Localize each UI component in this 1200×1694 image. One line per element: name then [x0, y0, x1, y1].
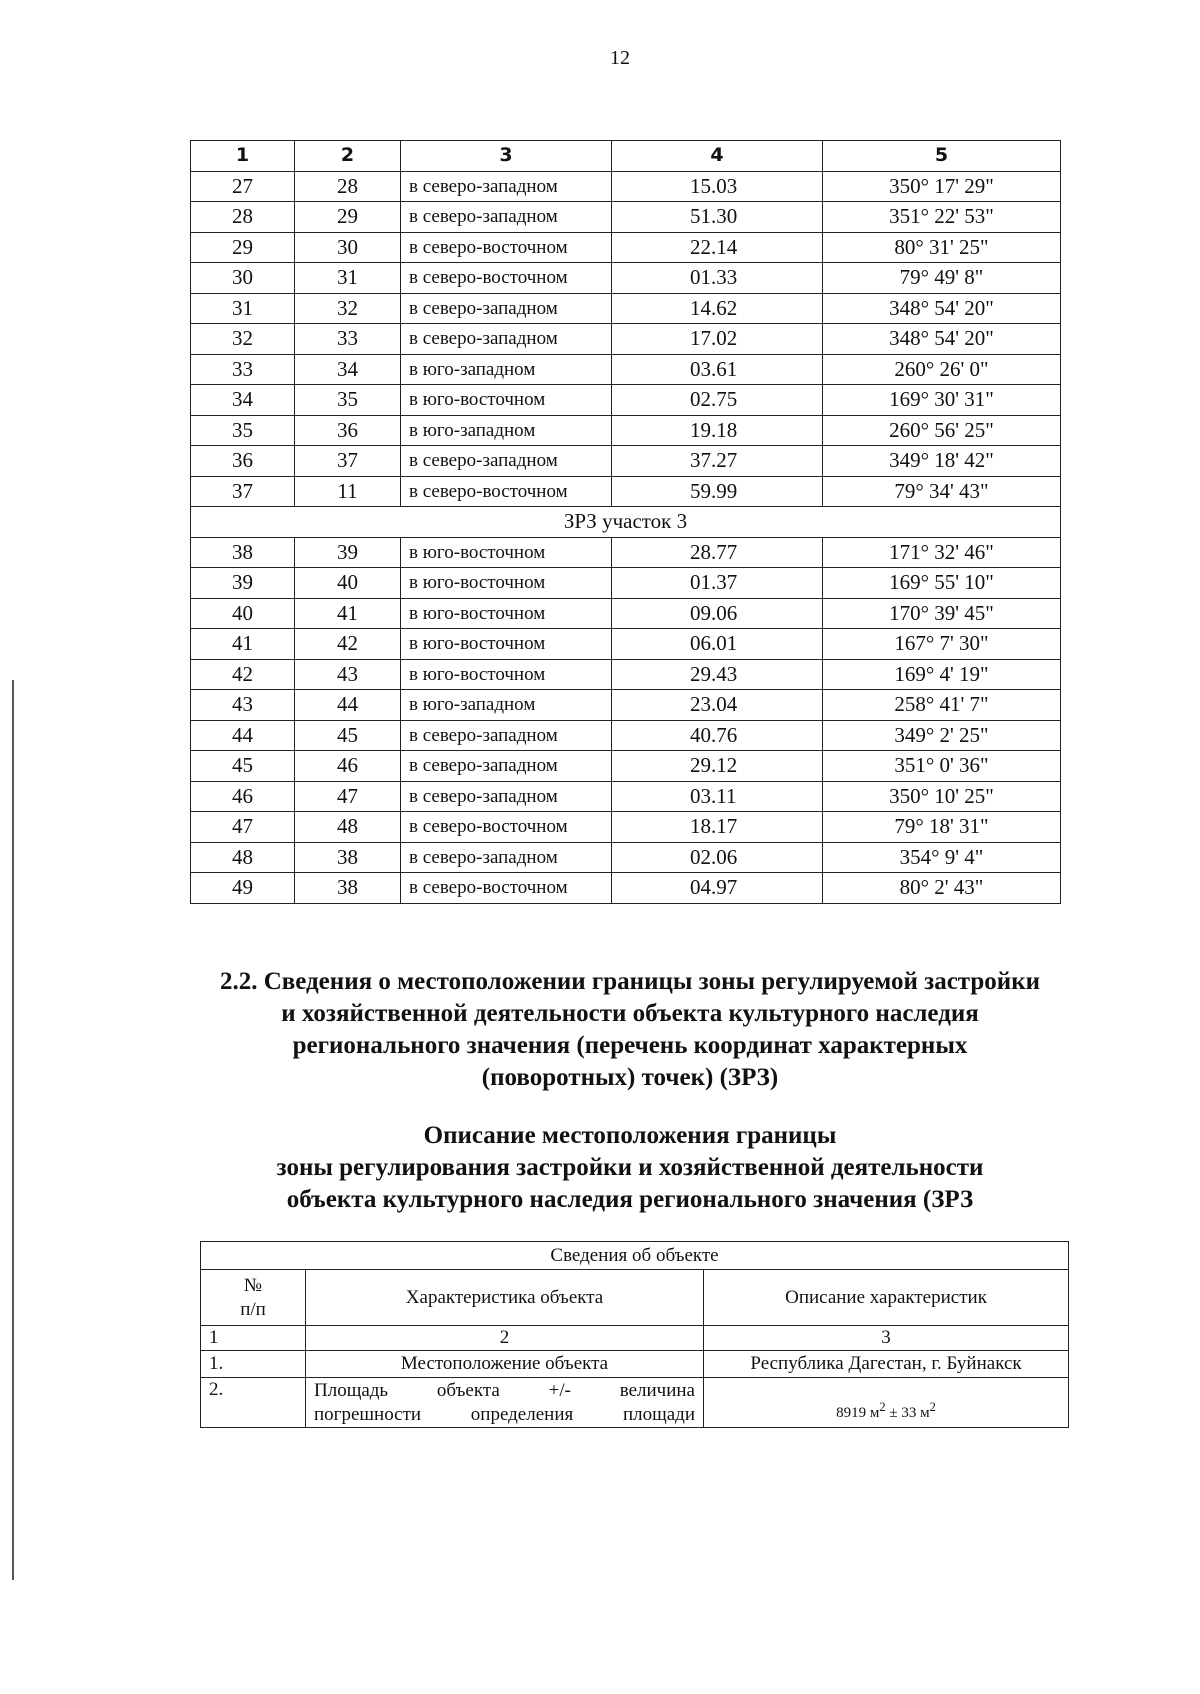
heading-line: регионального значения (перечень координат характерных: [292, 1032, 968, 1059]
bearing-cell: 80° 2' 43": [823, 873, 1061, 904]
distance-cell: 51.30: [612, 202, 823, 233]
distance-cell: 29.43: [612, 659, 823, 690]
bearing-cell: 348° 54' 20": [823, 293, 1061, 324]
column-header: 2: [295, 141, 401, 172]
direction-cell: в юго-восточном: [401, 659, 612, 690]
point-to-cell: 41: [295, 598, 401, 629]
distance-cell: 59.99: [612, 476, 823, 507]
table-row: [191, 202, 1061, 233]
bearing-cell: 258° 41' 7": [823, 690, 1061, 721]
table-row: [191, 415, 1061, 446]
table-row: [191, 873, 1061, 904]
info-num-cell: 2: [306, 1326, 704, 1351]
point-to-cell: 46: [295, 751, 401, 782]
area-unit-sup: 2: [879, 1400, 886, 1415]
point-from-cell: 36: [191, 446, 295, 477]
point-from-cell: 42: [191, 659, 295, 690]
bearing-cell: 80° 31' 25": [823, 232, 1061, 263]
table-row: [191, 629, 1061, 660]
heading-line: зоны регулирования застройки и хозяйственной деятельности: [276, 1154, 984, 1181]
point-to-cell: 33: [295, 324, 401, 355]
distance-cell: 19.18: [612, 415, 823, 446]
point-to-cell: 34: [295, 354, 401, 385]
direction-cell: в северо-восточном: [401, 232, 612, 263]
direction-cell: в северо-западном: [401, 781, 612, 812]
point-from-cell: 30: [191, 263, 295, 294]
distance-cell: 02.75: [612, 385, 823, 416]
info-col-description-header: Описание характеристик: [704, 1270, 1069, 1326]
direction-cell: в северо-восточном: [401, 263, 612, 294]
point-from-cell: 41: [191, 629, 295, 660]
point-to-cell: 38: [295, 873, 401, 904]
area-line-2: погрешности определения площади: [314, 1403, 695, 1425]
distance-cell: 01.33: [612, 263, 823, 294]
column-header: 5: [823, 141, 1061, 172]
direction-cell: в юго-восточном: [401, 568, 612, 599]
coordinates-table: [190, 140, 1061, 904]
table-row: [191, 598, 1061, 629]
direction-cell: в северо-восточном: [401, 476, 612, 507]
info-row-characteristic: [306, 1378, 704, 1428]
table-row: [191, 568, 1061, 599]
info-row-characteristic: Местоположение объекта: [306, 1351, 704, 1378]
column-header: 1: [191, 141, 295, 172]
distance-cell: 22.14: [612, 232, 823, 263]
info-header-row: [201, 1270, 1069, 1326]
info-row-description: Республика Дагестан, г. Буйнакск: [704, 1351, 1069, 1378]
direction-cell: в юго-западном: [401, 415, 612, 446]
bearing-cell: 260° 26' 0": [823, 354, 1061, 385]
column-header: 4: [612, 141, 823, 172]
table-row: [191, 720, 1061, 751]
point-from-cell: 39: [191, 568, 295, 599]
table-row: [191, 385, 1061, 416]
number-sign: №: [243, 1274, 263, 1296]
table-row: [191, 171, 1061, 202]
point-from-cell: 28: [191, 202, 295, 233]
point-to-cell: 31: [295, 263, 401, 294]
direction-cell: в северо-западном: [401, 446, 612, 477]
bearing-cell: 351° 0' 36": [823, 751, 1061, 782]
bearing-cell: 79° 18' 31": [823, 812, 1061, 843]
table-row: [191, 476, 1061, 507]
table-row: [191, 842, 1061, 873]
object-info-table: [200, 1241, 1069, 1428]
info-row-number: 1.: [201, 1351, 306, 1378]
distance-cell: 04.97: [612, 873, 823, 904]
table-row: [191, 690, 1061, 721]
heading-line: (поворотных) точек) (ЗРЗ): [481, 1064, 779, 1091]
coordinates-table-header-row: [191, 141, 1061, 172]
point-to-cell: 29: [295, 202, 401, 233]
bearing-cell: 349° 18' 42": [823, 446, 1061, 477]
distance-cell: 15.03: [612, 171, 823, 202]
direction-cell: в юго-восточном: [401, 598, 612, 629]
table-row: [191, 659, 1061, 690]
point-to-cell: 36: [295, 415, 401, 446]
bearing-cell: 354° 9' 4": [823, 842, 1061, 873]
point-to-cell: 44: [295, 690, 401, 721]
heading-line: объекта культурного наследия регионального значения (ЗРЗ: [286, 1186, 974, 1213]
column-header: 3: [401, 141, 612, 172]
table-row: [191, 324, 1061, 355]
point-from-cell: 29: [191, 232, 295, 263]
point-from-cell: 31: [191, 293, 295, 324]
table-row: [191, 232, 1061, 263]
bearing-cell: 350° 17' 29": [823, 171, 1061, 202]
section-label: ЗРЗ участок 3: [191, 507, 1061, 538]
distance-cell: 23.04: [612, 690, 823, 721]
bearing-cell: 171° 32' 46": [823, 537, 1061, 568]
point-from-cell: 45: [191, 751, 295, 782]
info-col-characteristic-header: Характеристика объекта: [306, 1270, 704, 1326]
bearing-cell: 260° 56' 25": [823, 415, 1061, 446]
table-row: [191, 812, 1061, 843]
info-table-title: Сведения об объекте: [201, 1242, 1069, 1270]
point-to-cell: 42: [295, 629, 401, 660]
direction-cell: в юго-восточном: [401, 537, 612, 568]
point-from-cell: 40: [191, 598, 295, 629]
area-error: ± 33 м: [885, 1405, 930, 1422]
info-row-number: 2.: [201, 1378, 306, 1428]
point-to-cell: 32: [295, 293, 401, 324]
direction-cell: в северо-восточном: [401, 873, 612, 904]
direction-cell: в юго-восточном: [401, 385, 612, 416]
point-to-cell: 48: [295, 812, 401, 843]
heading-line: и хозяйственной деятельности объекта культурного наследия: [281, 1000, 979, 1027]
direction-cell: в северо-западном: [401, 202, 612, 233]
point-from-cell: 32: [191, 324, 295, 355]
distance-cell: 40.76: [612, 720, 823, 751]
point-to-cell: 37: [295, 446, 401, 477]
direction-cell: в северо-западном: [401, 293, 612, 324]
section-2-2-heading: [190, 966, 1070, 1094]
area-value: 8919 м: [836, 1405, 880, 1422]
distance-cell: 28.77: [612, 537, 823, 568]
point-from-cell: 49: [191, 873, 295, 904]
bearing-cell: 79° 34' 43": [823, 476, 1061, 507]
bearing-cell: 351° 22' 53": [823, 202, 1061, 233]
info-num-cell: 1: [201, 1326, 306, 1351]
direction-cell: в северо-западном: [401, 751, 612, 782]
bearing-cell: 169° 30' 31": [823, 385, 1061, 416]
direction-cell: в юго-восточном: [401, 629, 612, 660]
table-row: [191, 263, 1061, 294]
info-col-number-header: [201, 1270, 306, 1326]
heading-line: 2.2. Сведения о местоположении границы зоны регулируемой застройки: [219, 968, 1041, 995]
heading-line: Описание местоположения границы: [423, 1122, 837, 1149]
distance-cell: 18.17: [612, 812, 823, 843]
distance-cell: 09.06: [612, 598, 823, 629]
point-to-cell: 47: [295, 781, 401, 812]
point-from-cell: 33: [191, 354, 295, 385]
area-line-1: Площадь объекта +/- величина: [314, 1379, 695, 1401]
point-from-cell: 34: [191, 385, 295, 416]
bearing-cell: 350° 10' 25": [823, 781, 1061, 812]
direction-cell: в северо-восточном: [401, 812, 612, 843]
point-from-cell: 43: [191, 690, 295, 721]
table-row: [191, 781, 1061, 812]
distance-cell: 02.06: [612, 842, 823, 873]
point-to-cell: 30: [295, 232, 401, 263]
direction-cell: в юго-западном: [401, 690, 612, 721]
bearing-cell: 349° 2' 25": [823, 720, 1061, 751]
info-number-row: [201, 1326, 1069, 1351]
point-to-cell: 11: [295, 476, 401, 507]
distance-cell: 37.27: [612, 446, 823, 477]
point-to-cell: 43: [295, 659, 401, 690]
direction-cell: в северо-западном: [401, 171, 612, 202]
point-from-cell: 38: [191, 537, 295, 568]
direction-cell: в северо-западном: [401, 842, 612, 873]
number-abbrev: п/п: [240, 1298, 266, 1320]
info-row-description: [704, 1378, 1069, 1428]
distance-cell: 17.02: [612, 324, 823, 355]
description-heading: [190, 1120, 1070, 1216]
info-num-cell: 3: [704, 1326, 1069, 1351]
point-from-cell: 47: [191, 812, 295, 843]
direction-cell: в северо-западном: [401, 324, 612, 355]
bearing-cell: 170° 39' 45": [823, 598, 1061, 629]
point-from-cell: 37: [191, 476, 295, 507]
direction-cell: в северо-западном: [401, 720, 612, 751]
bearing-cell: 348° 54' 20": [823, 324, 1061, 355]
coordinates-table-body: [191, 171, 1061, 903]
table-row: [191, 446, 1061, 477]
distance-cell: 14.62: [612, 293, 823, 324]
table-row: [191, 751, 1061, 782]
info-row-area: [201, 1378, 1069, 1428]
table-row: [191, 293, 1061, 324]
page-number: 12: [610, 47, 630, 69]
point-to-cell: 45: [295, 720, 401, 751]
point-to-cell: 40: [295, 568, 401, 599]
table-row: [191, 537, 1061, 568]
bearing-cell: 167° 7' 30": [823, 629, 1061, 660]
bearing-cell: 169° 4' 19": [823, 659, 1061, 690]
point-from-cell: 27: [191, 171, 295, 202]
point-to-cell: 38: [295, 842, 401, 873]
table-row: [191, 354, 1061, 385]
scan-margin-line: [12, 680, 14, 1580]
point-to-cell: 28: [295, 171, 401, 202]
info-row-location: [201, 1351, 1069, 1378]
distance-cell: 29.12: [612, 751, 823, 782]
distance-cell: 03.61: [612, 354, 823, 385]
point-to-cell: 35: [295, 385, 401, 416]
area-unit-sup: 2: [929, 1400, 936, 1415]
distance-cell: 06.01: [612, 629, 823, 660]
direction-cell: в юго-западном: [401, 354, 612, 385]
distance-cell: 03.11: [612, 781, 823, 812]
section-row: [191, 507, 1061, 538]
bearing-cell: 79° 49' 8": [823, 263, 1061, 294]
distance-cell: 01.37: [612, 568, 823, 599]
point-to-cell: 39: [295, 537, 401, 568]
point-from-cell: 48: [191, 842, 295, 873]
bearing-cell: 169° 55' 10": [823, 568, 1061, 599]
point-from-cell: 44: [191, 720, 295, 751]
info-title-row: [201, 1242, 1069, 1270]
point-from-cell: 35: [191, 415, 295, 446]
point-from-cell: 46: [191, 781, 295, 812]
